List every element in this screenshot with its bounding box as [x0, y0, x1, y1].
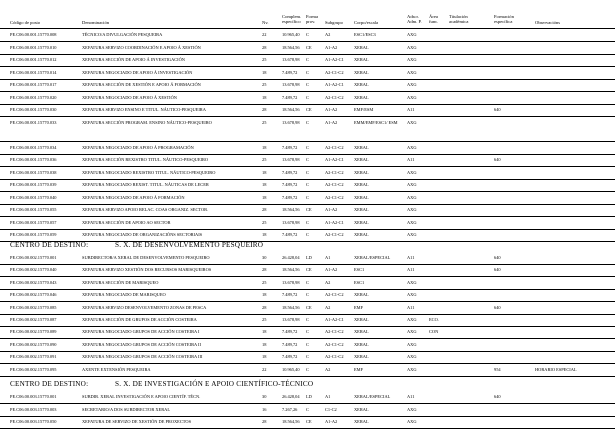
cell-code: PE.C06.00.001.15770.040	[10, 194, 57, 200]
cell-code: PE.C06.00.001.15770.034	[10, 144, 57, 150]
table-row	[0, 29, 615, 42]
cell-subgrupo: A2-C1-C2	[325, 69, 344, 75]
table-row	[0, 179, 615, 192]
cell-subgrupo: A2	[325, 32, 331, 37]
cell-complemento: 18.564,56	[282, 419, 300, 424]
header-formacion: Formación específica	[494, 14, 514, 24]
cell-formacion: 640	[494, 157, 501, 162]
cell-nivel: 28	[262, 107, 267, 112]
cell-forma: CE	[306, 44, 312, 50]
cell-nivel: 28	[262, 419, 267, 424]
table-row	[0, 326, 615, 339]
cell-subgrupo: A2-C1-C2	[325, 94, 344, 100]
table-row	[0, 92, 615, 105]
cell-denominacion: XEFATURA SERVIZO DESENVOLVEMENTO ZONAS DE PESCA	[82, 304, 207, 310]
cell-code: PE.C06.00.002.15770.089	[10, 329, 57, 335]
table-row	[0, 192, 615, 205]
cell-corpo: XERAL	[354, 207, 369, 212]
cell-adscricion: AXG	[407, 366, 417, 372]
cell-subgrupo: A2-C1-C2	[325, 194, 344, 200]
cell-code: PE.C06.00.001.15770.038	[10, 169, 57, 175]
cell-subgrupo: A2	[325, 304, 331, 310]
cell-subgrupo: A2-C1-C2	[325, 292, 344, 298]
cell-forma: C	[306, 329, 309, 335]
cell-formacion: 640	[494, 267, 501, 273]
header-corpo: Corpo/escala	[354, 20, 378, 25]
cell-subgrupo: A2-C1-C2	[325, 232, 344, 237]
cell-complemento: 7.267,26	[282, 406, 298, 412]
cell-denominacion: XEFATURA NEGOCIADO REXISTRO TITUL. NÁUTICO-PESQUEIRO	[82, 169, 216, 175]
cell-nivel: 25	[262, 157, 267, 162]
cell-denominacion: XEFATURA NEGOCIADO DE APOIO Á INVESTIGACIÓN	[82, 69, 193, 75]
cell-nivel: 30	[262, 394, 267, 399]
cell-nivel: 18	[262, 329, 267, 335]
cell-code: PE.C06.00.002.15770.046	[10, 292, 57, 298]
cell-denominacion: XEFATURA SERVIZO XESTIÓN DOS RECURSOS MARISQUEIROS	[82, 267, 212, 273]
cell-code: PE.C06.00.001.15770.020	[10, 94, 57, 100]
cell-corpo: ESC1/ESC3	[354, 32, 376, 37]
cell-corpo: XERAL	[354, 44, 369, 50]
cell-corpo: XERAL	[354, 82, 369, 87]
cell-nivel: 18	[262, 232, 267, 237]
cell-subgrupo: C1-C2	[325, 406, 337, 412]
cell-denominacion: SUBDIRECTOR/A XERAL DE DESENVOLVEMENTO PESQUEIRO	[82, 255, 210, 260]
cell-forma: CE	[306, 304, 312, 310]
cell-complemento: 7.489,72	[282, 341, 298, 347]
cell-adscricion: AXG	[407, 232, 417, 237]
cell-corpo: XERAL	[354, 292, 369, 298]
table-row	[0, 79, 615, 92]
cell-nivel: 18	[262, 194, 267, 200]
cell-adscricion: AXG	[407, 207, 417, 212]
cell-corpo: XERAL	[354, 419, 369, 424]
cell-subgrupo: A2-C1-C2	[325, 354, 344, 360]
cell-adscricion: AXG	[407, 354, 417, 360]
cell-denominacion: XEFATURA NEGOCIADO DE APOIO Á FORMACIÓN	[82, 194, 185, 200]
cell-adscricion: AXG	[407, 219, 417, 225]
cell-denominacion: XEFATURA SECCIÓN DE MARISQUEO	[82, 279, 159, 285]
cell-nivel: 18	[262, 182, 267, 187]
cell-adscricion: AXG	[407, 292, 417, 298]
cell-nivel: 30	[262, 255, 267, 260]
cell-forma: C	[306, 194, 309, 200]
table-row	[0, 154, 615, 167]
table-row	[0, 142, 615, 155]
cell-complemento: 13.678,98	[282, 82, 300, 87]
header-complemento: Complem. específico	[282, 14, 302, 24]
cell-nivel: 25	[262, 317, 267, 322]
cell-code: PE.C06.00.002.15770.090	[10, 341, 57, 347]
cell-subgrupo: A1-A2-C1	[325, 317, 344, 322]
cell-subgrupo: A1	[325, 255, 331, 260]
cell-code: PE.C06.00.001.15770.017	[10, 82, 57, 87]
cell-complemento: 13.678,98	[282, 157, 300, 162]
table-header	[0, 0, 615, 29]
table-row	[0, 167, 615, 180]
cell-corpo: XERAL	[354, 219, 369, 225]
cell-denominacion: XEFATURA NEGOCIADO DE MARISQUEO	[82, 292, 166, 298]
cell-forma: LD	[306, 394, 312, 399]
cell-nivel: 25	[262, 57, 267, 62]
cell-nivel: 18	[262, 292, 267, 298]
cell-complemento: 7.489,72	[282, 144, 298, 150]
cell-denominacion: XEFATURA NEGOCIADO REXIST. TITUL. NÁUTICAS DE LECER	[82, 182, 209, 187]
cell-nivel: 18	[262, 94, 267, 100]
cell-nivel: 25	[262, 219, 267, 225]
cell-code: PE.C06.00.001.15770.059	[10, 232, 57, 237]
cell-denominacion: XEFATURA NEGOCIADO GRUPOS DE ACCIÓN COSTEIRA III	[82, 354, 203, 360]
cell-denominacion: SUBDIR. XERAL INVESTIGACIÓN E APOIO CIENTÍF. TÉCN.	[82, 394, 201, 399]
header-area: Área func.	[429, 14, 439, 24]
cell-forma: LD	[306, 255, 312, 260]
cell-code: PE.C06.00.001.15770.008	[10, 32, 57, 37]
cell-adscricion: AXG	[407, 94, 417, 100]
cell-denominacion: XEFATURA SERVIZO ENSINO E TITUL. NÁUTICO-PESQUEIRA	[82, 107, 206, 112]
cell-forma: C	[306, 232, 309, 237]
cell-forma: C	[306, 119, 309, 125]
header-forma: Forma prov.	[306, 14, 318, 24]
cell-adscricion: A11	[407, 157, 415, 162]
cell-corpo: EMF	[354, 366, 364, 372]
cell-subgrupo: A1	[325, 394, 331, 399]
cell-adscricion: AXG	[407, 57, 417, 62]
cell-denominacion: XEFATURA SECCIÓN DE APOIO AO SECTOR	[82, 219, 171, 225]
cell-area: CON	[429, 329, 439, 335]
cell-formacion: 640	[494, 107, 501, 112]
table-row	[0, 264, 615, 277]
cell-complemento: 13.678,98	[282, 317, 300, 322]
cell-forma: CE	[306, 107, 312, 112]
cell-corpo: XERAL	[354, 157, 369, 162]
cell-code: PE.C06.00.001.15770.055	[10, 207, 57, 212]
cell-corpo: XERAL	[354, 69, 369, 75]
cell-subgrupo: A2-C1-C2	[325, 341, 344, 347]
table-row	[0, 302, 615, 315]
cell-denominacion: AXENTE EXTENSIÓN PESQUEIRA	[82, 366, 151, 372]
cell-corpo: XERAL/ESPECIAL	[354, 255, 391, 260]
cell-subgrupo: A2-C1-C2	[325, 182, 344, 187]
cell-code: PE.C06.00.002.15770.043	[10, 279, 57, 285]
cell-formacion: 640	[494, 394, 501, 399]
table-row	[0, 42, 615, 55]
cell-complemento: 10.965,40	[282, 366, 300, 372]
cell-nivel: 18	[262, 69, 267, 75]
cell-nivel: 28	[262, 207, 267, 212]
cell-forma: C	[306, 57, 309, 62]
cell-subgrupo: A1-A2	[325, 207, 338, 212]
table-row	[0, 391, 615, 404]
table-row	[0, 339, 615, 352]
cell-denominacion: XEFATURA NEGOCIADO DE APOIO Á PROGRAMACIÓN	[82, 144, 194, 150]
cell-forma: C	[306, 317, 309, 322]
cell-corpo: EMM/EMF/ESC1/ ESM	[354, 119, 398, 125]
cell-adscricion: AXG	[407, 194, 417, 200]
cell-corpo: XERAL	[354, 329, 369, 335]
cell-nivel: 25	[262, 119, 267, 125]
cell-denominacion: XEFATURA SERVIZO APOIO RELAC. COAS ORGANIZ. SECTOR.	[82, 207, 209, 212]
cell-denominacion: XEFATURA SECCIÓN DE XESTIÓN E APOIO Á FORMACIÓN	[82, 82, 201, 87]
cell-complemento: 7.489,72	[282, 69, 298, 75]
cell-subgrupo: A2	[325, 366, 331, 372]
cell-complemento: 7.489,72	[282, 194, 298, 200]
cell-denominacion: XEFATURA SECCIÓN DE GRUPOS DE ACCIÓN COSTEIRA	[82, 317, 197, 322]
cell-code: PE.C06.00.001.15770.039	[10, 182, 57, 187]
cell-nivel: 22	[262, 32, 267, 37]
cell-forma: C	[306, 82, 309, 87]
cell-adscricion: AXG	[407, 182, 417, 187]
cell-forma: C	[306, 169, 309, 175]
cell-denominacion: XEFATURA NEGOCIADO GRUPOS DE ACCIÓN COSTEIRA II	[82, 341, 201, 347]
cell-subgrupo: A2-C1-C2	[325, 169, 344, 175]
cell-corpo: XERAL	[354, 144, 369, 150]
cell-subgrupo: A1-A2-C1	[325, 219, 344, 225]
table-row	[0, 252, 615, 265]
cell-corpo: XERAL	[354, 169, 369, 175]
cell-code: PE.C06.00.002.15770.095	[10, 366, 57, 372]
cell-code: PE.C06.00.001.15770.036	[10, 157, 57, 162]
cell-denominacion: XEFATURA NEGOCIADO DE APOIO Á XESTIÓN	[82, 94, 177, 100]
cell-denominacion: SECRETARIO/A DOS SUBDIRECTOR XERAL	[82, 406, 170, 412]
cell-nivel: 18	[262, 144, 267, 150]
cell-complemento: 7.489,72	[282, 94, 298, 100]
table-row	[0, 229, 615, 242]
cell-corpo: XERAL/ESPECIAL	[354, 394, 391, 399]
cell-denominacion: XEFATURA NEGOCIADO DE ORGANIZACIÓNS SECTORIAIS	[82, 232, 203, 237]
cell-corpo: XERAL	[354, 341, 369, 347]
cell-denominacion: XEFATURA SECCIÓN PROGRAM. ENSINO NÁUTICO-PESQUEIRO	[82, 119, 212, 125]
cell-forma: C	[306, 341, 309, 347]
cell-observacions: HORARIO ESPECIAL	[535, 366, 577, 372]
table-row	[0, 416, 615, 429]
cell-adscricion: AXG	[407, 419, 417, 424]
cell-complemento: 18.564,56	[282, 107, 300, 112]
table-row	[0, 204, 615, 217]
cell-adscricion: AXG	[407, 279, 417, 285]
cell-adscricion: AXG	[407, 69, 417, 75]
cell-code: PE.C06.00.002.15770.091	[10, 354, 57, 360]
table-row	[0, 54, 615, 67]
cell-formacion: 954	[494, 366, 501, 372]
cell-denominacion: XEFATURA SECCIÓN DE APOIO Á INVESTIGACIÓN	[82, 57, 185, 62]
cell-adscricion: A11	[407, 255, 415, 260]
cell-code: PE.C06.00.002.15770.085	[10, 304, 57, 310]
cell-adscricion: AXG	[407, 406, 417, 412]
header-denominacion: Denominación	[82, 20, 110, 25]
cell-code: PE.C06.00.003.15770.050	[10, 419, 57, 424]
cell-subgrupo: A1-A2	[325, 119, 338, 125]
cell-corpo: XERAL	[354, 194, 369, 200]
cell-denominacion: XEFATURA DE SERVIZO DE XESTIÓN DE PROXECTOS	[82, 419, 192, 424]
cell-nivel: 28	[262, 267, 267, 273]
cell-subgrupo: A1-A2	[325, 267, 338, 273]
table-row	[0, 314, 615, 327]
cell-subgrupo: A1-A2	[325, 419, 338, 424]
cell-corpo: ESC1	[354, 267, 365, 273]
cell-complemento: 18.564,56	[282, 267, 300, 273]
cell-complemento: 7.489,72	[282, 292, 298, 298]
cell-forma: C	[306, 69, 309, 75]
section-value: S. X. DE INVESTIGACIÓN E APOIO CIENTÍFICO-TÉCNICO	[115, 380, 314, 388]
cell-code: PE.C06.00.002.15770.087	[10, 317, 57, 322]
cell-code: PE.C06.00.003.15770.003	[10, 406, 57, 412]
cell-forma: C	[306, 182, 309, 187]
cell-forma: C	[306, 157, 309, 162]
cell-code: PE.C06.00.001.15770.030	[10, 107, 57, 112]
cell-subgrupo: A1-A2	[325, 107, 338, 112]
cell-subgrupo: A1-A2	[325, 44, 338, 50]
cell-adscricion: AXG	[407, 169, 417, 175]
cell-nivel: 18	[262, 354, 267, 360]
cell-corpo: XERAL	[354, 57, 369, 62]
table-row	[0, 67, 615, 80]
cell-complemento: 7.489,72	[282, 329, 298, 335]
cell-forma: C	[306, 366, 309, 372]
cell-adscricion: AXG	[407, 32, 417, 37]
cell-corpo: XERAL	[354, 182, 369, 187]
cell-complemento: 18.564,56	[282, 44, 300, 50]
cell-corpo: ESC1	[354, 279, 365, 285]
cell-formacion: 640	[494, 255, 501, 260]
header-code: Código de posto	[10, 20, 41, 25]
cell-forma: C	[306, 279, 309, 285]
cell-corpo: XERAL	[354, 354, 369, 360]
cell-adscricion: A11	[407, 394, 415, 399]
cell-subgrupo: A1-A2-C1	[325, 57, 344, 62]
cell-formacion: 640	[494, 304, 501, 310]
cell-subgrupo: A2-C1-C2	[325, 329, 344, 335]
table-row	[0, 117, 615, 142]
section-label: CENTRO DE DESTINO:	[10, 241, 89, 249]
cell-denominacion: XEFATURA SECCIÓN REXISTRO TITUL. NÁUTICO-PESQUEIRO	[82, 157, 209, 162]
header-adscricion: Adscr. Adm. P.	[407, 14, 422, 24]
cell-adscricion: AXG	[407, 44, 417, 50]
cell-adscricion: AXG	[407, 317, 417, 322]
cell-corpo: EMF/ESM	[354, 107, 374, 112]
cell-nivel: 18	[262, 341, 267, 347]
cell-code: PE.C06.00.001.15770.010	[10, 44, 57, 50]
cell-area: ECO.	[429, 317, 439, 322]
cell-forma: C	[306, 144, 309, 150]
header-observacions: Observacións	[535, 20, 561, 25]
table-row	[0, 289, 615, 302]
cell-code: PE.C06.00.002.15770.001	[10, 255, 57, 260]
cell-adscricion: A11	[407, 107, 415, 112]
cell-code: PE.C06.00.001.15770.014	[10, 69, 57, 75]
cell-forma: CE	[306, 267, 312, 273]
cell-complemento: 13.678,98	[282, 119, 300, 125]
cell-code: PE.C06.00.001.15770.057	[10, 219, 57, 225]
cell-adscricion: AXG	[407, 82, 417, 87]
cell-corpo: XERAL	[354, 232, 369, 237]
header-subgrupo: Subgrupo	[325, 20, 343, 25]
cell-complemento: 13.678,98	[282, 57, 300, 62]
cell-complemento: 13.678,98	[282, 219, 300, 225]
cell-forma: CE	[306, 419, 312, 424]
table-row	[0, 351, 615, 364]
cell-adscricion: AXG	[407, 119, 417, 125]
cell-code: PE.C06.00.003.15770.001	[10, 394, 57, 399]
cell-denominacion: TÉCNICO/A DIVULGACIÓN PESQUEIRA	[82, 32, 163, 37]
cell-forma: C	[306, 354, 309, 360]
cell-nivel: 25	[262, 82, 267, 87]
table-row	[0, 364, 615, 377]
header-nivel: Nv.	[262, 20, 269, 25]
cell-denominacion: XEFATURA NEGOCIADO GRUPOS DE ACCIÓN COSTEIRA I	[82, 329, 200, 335]
cell-nivel: 22	[262, 366, 267, 372]
cell-forma: C	[306, 32, 309, 37]
cell-subgrupo: A1-A2-C1	[325, 157, 344, 162]
table-row	[0, 277, 615, 290]
cell-subgrupo: A2	[325, 279, 331, 285]
cell-nivel: 25	[262, 279, 267, 285]
cell-forma: C	[306, 292, 309, 298]
cell-complemento: 7.489,72	[282, 169, 298, 175]
cell-corpo: XERAL	[354, 317, 369, 322]
table-row	[0, 104, 615, 117]
cell-nivel: 28	[262, 44, 267, 50]
cell-nivel: 16	[262, 406, 267, 412]
cell-complemento: 18.564,56	[282, 207, 300, 212]
cell-corpo: XERAL	[354, 94, 369, 100]
cell-code: PE.C06.00.001.15770.012	[10, 57, 57, 62]
header-titulacion: Titulación académica	[449, 14, 469, 24]
table-row	[0, 404, 615, 417]
cell-nivel: 18	[262, 169, 267, 175]
cell-denominacion: XEFATURA SERVIZO COORDINACIÓN E APOIO Á XESTIÓN	[82, 44, 201, 50]
table-row	[0, 217, 615, 230]
cell-adscricion: A11	[407, 304, 415, 310]
cell-adscricion: AXG	[407, 341, 417, 347]
cell-subgrupo: A2-C1-C2	[325, 144, 344, 150]
cell-corpo: XERAL	[354, 406, 369, 412]
cell-code: PE.C06.00.002.15770.040	[10, 267, 57, 273]
cell-complemento: 26.428,04	[282, 394, 300, 399]
section-value: S. X. DE DESENVOLVEMENTO PESQUEIRO	[115, 241, 264, 249]
cell-code: PE.C06.00.001.15770.033	[10, 119, 57, 125]
cell-corpo: EMF	[354, 304, 364, 310]
cell-forma: C	[306, 406, 309, 412]
cell-complemento: 7.489,72	[282, 182, 298, 187]
cell-adscricion: A11	[407, 267, 415, 273]
cell-forma: C	[306, 94, 309, 100]
cell-nivel: 28	[262, 304, 267, 310]
section-label: CENTRO DE DESTINO:	[10, 380, 89, 388]
cell-adscricion: AXG	[407, 144, 417, 150]
cell-complemento: 7.489,72	[282, 354, 298, 360]
cell-complemento: 26.428,04	[282, 255, 300, 260]
cell-complemento: 13.678,98	[282, 279, 300, 285]
cell-complemento: 18.564,56	[282, 304, 300, 310]
cell-complemento: 10.965,40	[282, 32, 300, 37]
cell-forma: C	[306, 219, 309, 225]
cell-adscricion: AXG	[407, 329, 417, 335]
cell-forma: CE	[306, 207, 312, 212]
cell-complemento: 7.489,72	[282, 232, 298, 237]
cell-subgrupo: A1-A2-C1	[325, 82, 344, 87]
